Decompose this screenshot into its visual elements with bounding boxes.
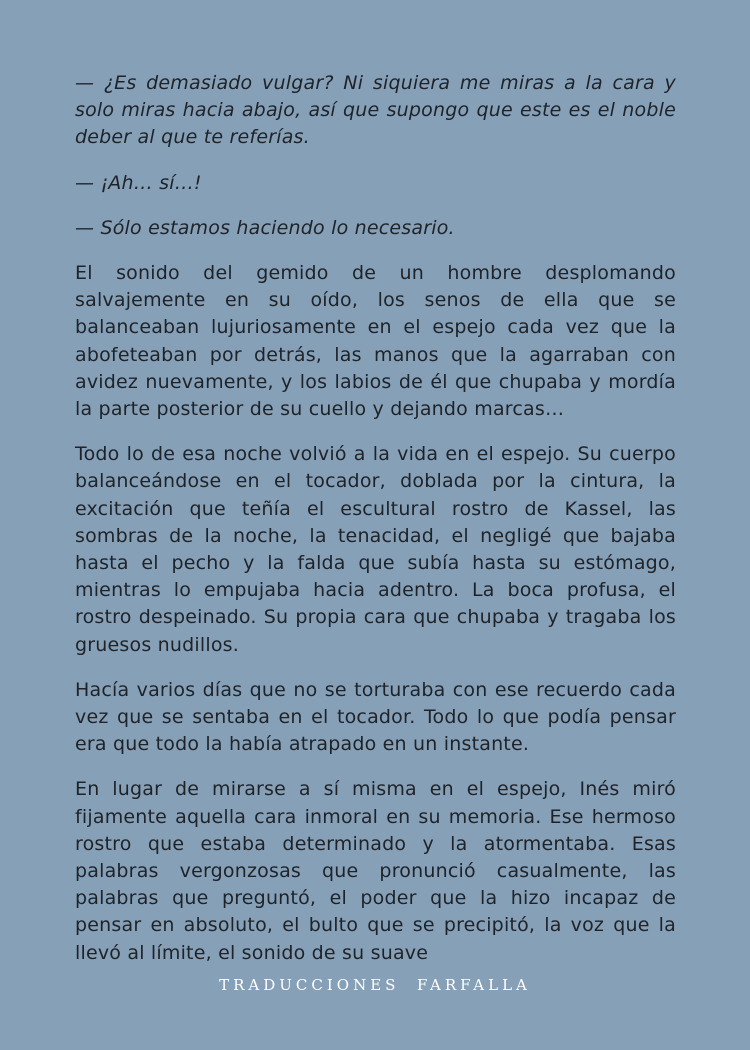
dialogue-line-1: — ¿Es demasiado vulgar? Ni siquiera me miras a la cara y solo miras hacia abajo, así que supongo que este es el noble deber al que te referías. xyxy=(75,72,676,149)
narrative-paragraph-4: En lugar de mirarse a sí misma en el espejo, Inés miró fijamente aquella cara inmoral en su memoria. Ese hermoso rostro que estaba determinado y la atormentaba. Esas palabras vergonzosas que pronunció casualmente, las palabras que preguntó, el poder que la hizo incapaz de pensar en absoluto, el bulto que se precipitó, la voz que la llevó al límite, el sonido de su suave xyxy=(75,778,676,964)
footer-credit: TRADUCCIONES FARFALLA xyxy=(219,976,531,994)
page-body xyxy=(75,70,676,970)
narrative-paragraph-3: Hacía varios días que no se torturaba con ese recuerdo cada vez que se sentaba en el tocador. Todo lo que podía pensar era que todo la había atrapado en un instante. xyxy=(75,678,676,756)
narrative-paragraph-1: El sonido del gemido de un hombre desplomando salvajemente en su oído, los senos de ella que se balanceaban lujuriosamente en el espejo cada vez que la abofeteaban por detrás, las manos que la agarraban con avidez nuevamente, y los labios de él que chupaba y mordía la parte posterior de su cuello y dejando marcas… xyxy=(75,262,676,421)
narrative-paragraph-2: Todo lo de esa noche volvió a la vida en el espejo. Su cuerpo balanceándose en el tocador, doblada por la cintura, la excitación que teñía el escultural rostro de Kassel, las sombras de la noche, la tenacidad, el negligé que bajaba hasta el pecho y la falda que subía hasta su estómago, mientras lo empujaba hacia adentro. La boca profusa, el rostro despeinado. Su propia cara que chupaba y tragaba los gruesos nudillos. xyxy=(75,443,676,656)
dialogue-line-2: — ¡Ah… sí…! xyxy=(75,171,202,194)
dialogue-line-3: — Sólo estamos haciendo lo necesario. xyxy=(75,216,455,239)
